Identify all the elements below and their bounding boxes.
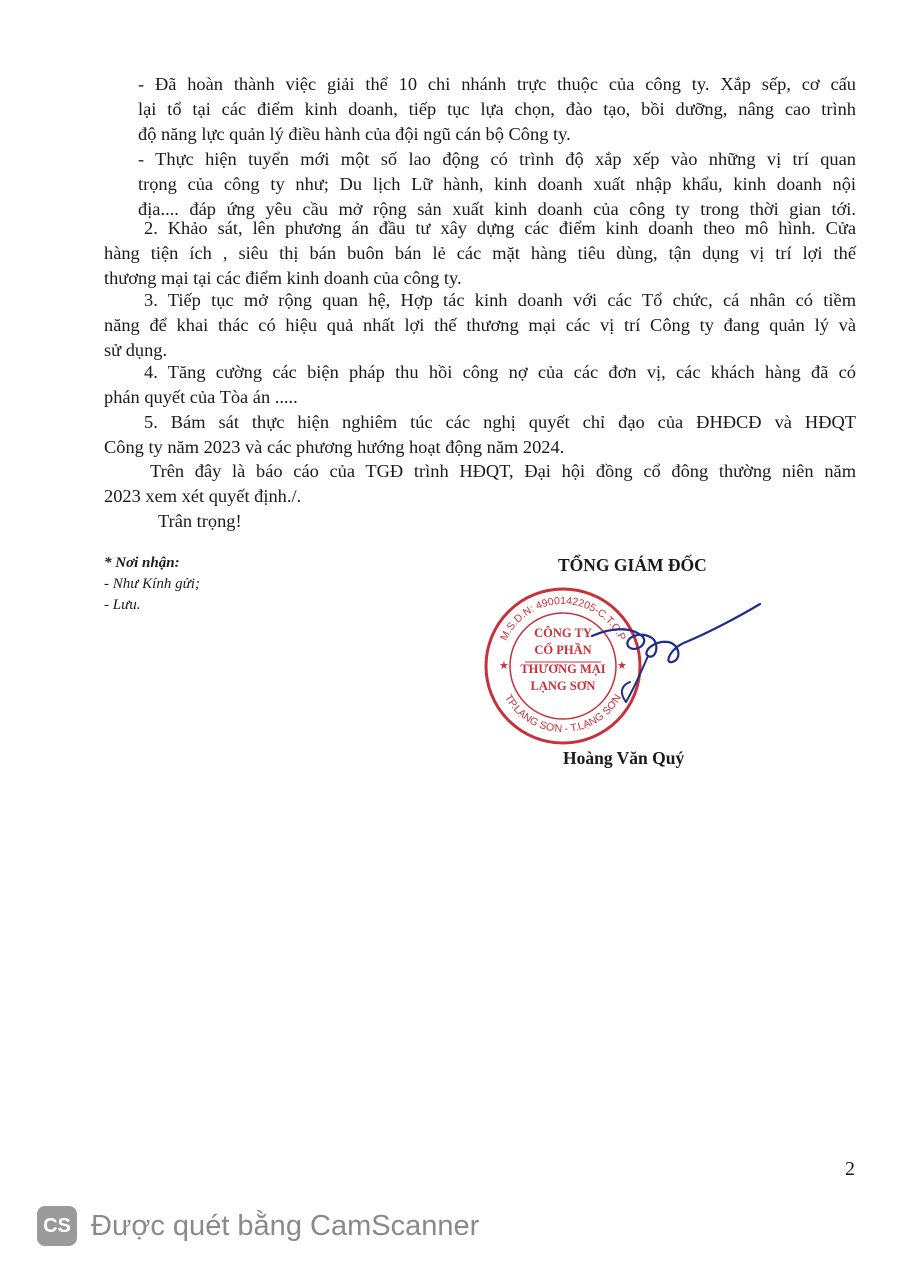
text-line: Trên đây là báo cáo của TGĐ trình HĐQT, Đại hội đồng cổ đông thường niên năm [150, 461, 856, 481]
stamp-ring-bottom: TP.LẠNG SƠN - T.LẠNG SƠN [502, 692, 624, 736]
recipient-item: - Lưu. [104, 597, 141, 613]
paragraph-conclusion [104, 459, 856, 509]
text-line: 5. Bám sát thực hiện nghiêm túc các nghị quyết chỉ đạo của ĐHĐCĐ và HĐQT [144, 412, 856, 432]
text-line: - Đã hoàn thành việc giải thể 10 chi nhánh trực thuộc của công ty. Xắp sếp, cơ cấu [138, 74, 856, 94]
text-line: hàng tiện ích , siêu thị bán buôn bán lẻ các mặt hàng tiêu dùng, tận dụng vị trí lợi thế [104, 243, 856, 263]
signatory-name: Hoàng Văn Quý [563, 748, 685, 768]
text-line: 2023 xem xét quyết định./. [104, 486, 302, 506]
closing-text: Trân trọng! [158, 511, 242, 531]
star-icon: ★ [499, 660, 509, 672]
paragraph-item-3 [104, 288, 856, 363]
text-line: 4. Tăng cường các biện pháp thu hồi công nợ của các đơn vị, các khách hàng đã có [144, 362, 856, 382]
text-line: lại tổ tại các điểm kinh doanh, tiếp tục lựa chọn, đào tạo, bồi dưỡng, nâng cao trình [138, 99, 856, 119]
scanner-watermark-text: Được quét bằng CamScanner [91, 1209, 480, 1242]
text-line: 2. Khảo sát, lên phương án đầu tư xây dựng các điểm kinh doanh theo mô hình. Cửa [144, 218, 856, 238]
recipient-item: - Như Kính gửi; [104, 576, 200, 592]
recipients-heading: * Nơi nhận: [104, 555, 180, 571]
text-line: trọng của công ty như; Du lịch Lữ hành, kinh doanh xuất nhập khẩu, kinh doanh nội [138, 174, 856, 194]
handwritten-signature [590, 598, 765, 708]
text-line: 3. Tiếp tục mở rộng quan hệ, Hợp tác kinh doanh với các Tổ chức, cá nhân có tiềm [144, 290, 856, 310]
recipients-block [104, 553, 200, 616]
scanner-watermark [37, 1206, 479, 1246]
paragraph-item-5 [104, 410, 856, 460]
paragraph-item-2 [104, 216, 856, 291]
stamp-center-line: LẠNG SƠN [530, 679, 596, 693]
paragraph-item-4 [104, 360, 856, 410]
text-line: phán quyết của Tòa án ..... [104, 387, 298, 407]
paragraph-recruitment [118, 147, 856, 222]
stamp-center-line: CỔ PHẦN [534, 643, 592, 657]
text-line: năng để khai thác có hiệu quả nhất lợi thế thương mại các vị trí Công ty đang quản lý và [104, 315, 856, 335]
stamp-ring-top: M.S.D.N: 4900142205-C.T.C.P [497, 595, 629, 643]
stamp-center-line: CÔNG TY [534, 626, 592, 640]
paragraph-dissolution [118, 72, 856, 147]
stamp-center-line: THƯƠNG MẠI [520, 662, 606, 676]
camscanner-logo-icon: CS [37, 1206, 77, 1246]
star-icon: ★ [617, 660, 627, 672]
text-line: - Thực hiện tuyển mới một số lao động có trình độ xắp xếp vào những vị trí quan [138, 149, 856, 169]
text-line: độ năng lực quản lý điều hành của đội ngũ cán bộ Công ty. [138, 124, 571, 144]
page-number: 2 [845, 1158, 855, 1180]
text-line: sử dụng. [104, 340, 168, 360]
text-line: địa.... đáp ứng yêu cầu mở rộng sản xuất kinh doanh của công ty trong thời gian tới. [138, 199, 856, 219]
text-line: thương mại tại các điểm kinh doanh của công ty. [104, 268, 462, 288]
text-line: Công ty năm 2023 và các phương hướng hoạt động năm 2024. [104, 437, 565, 457]
signatory-title: TỔNG GIÁM ĐỐC [558, 555, 707, 575]
